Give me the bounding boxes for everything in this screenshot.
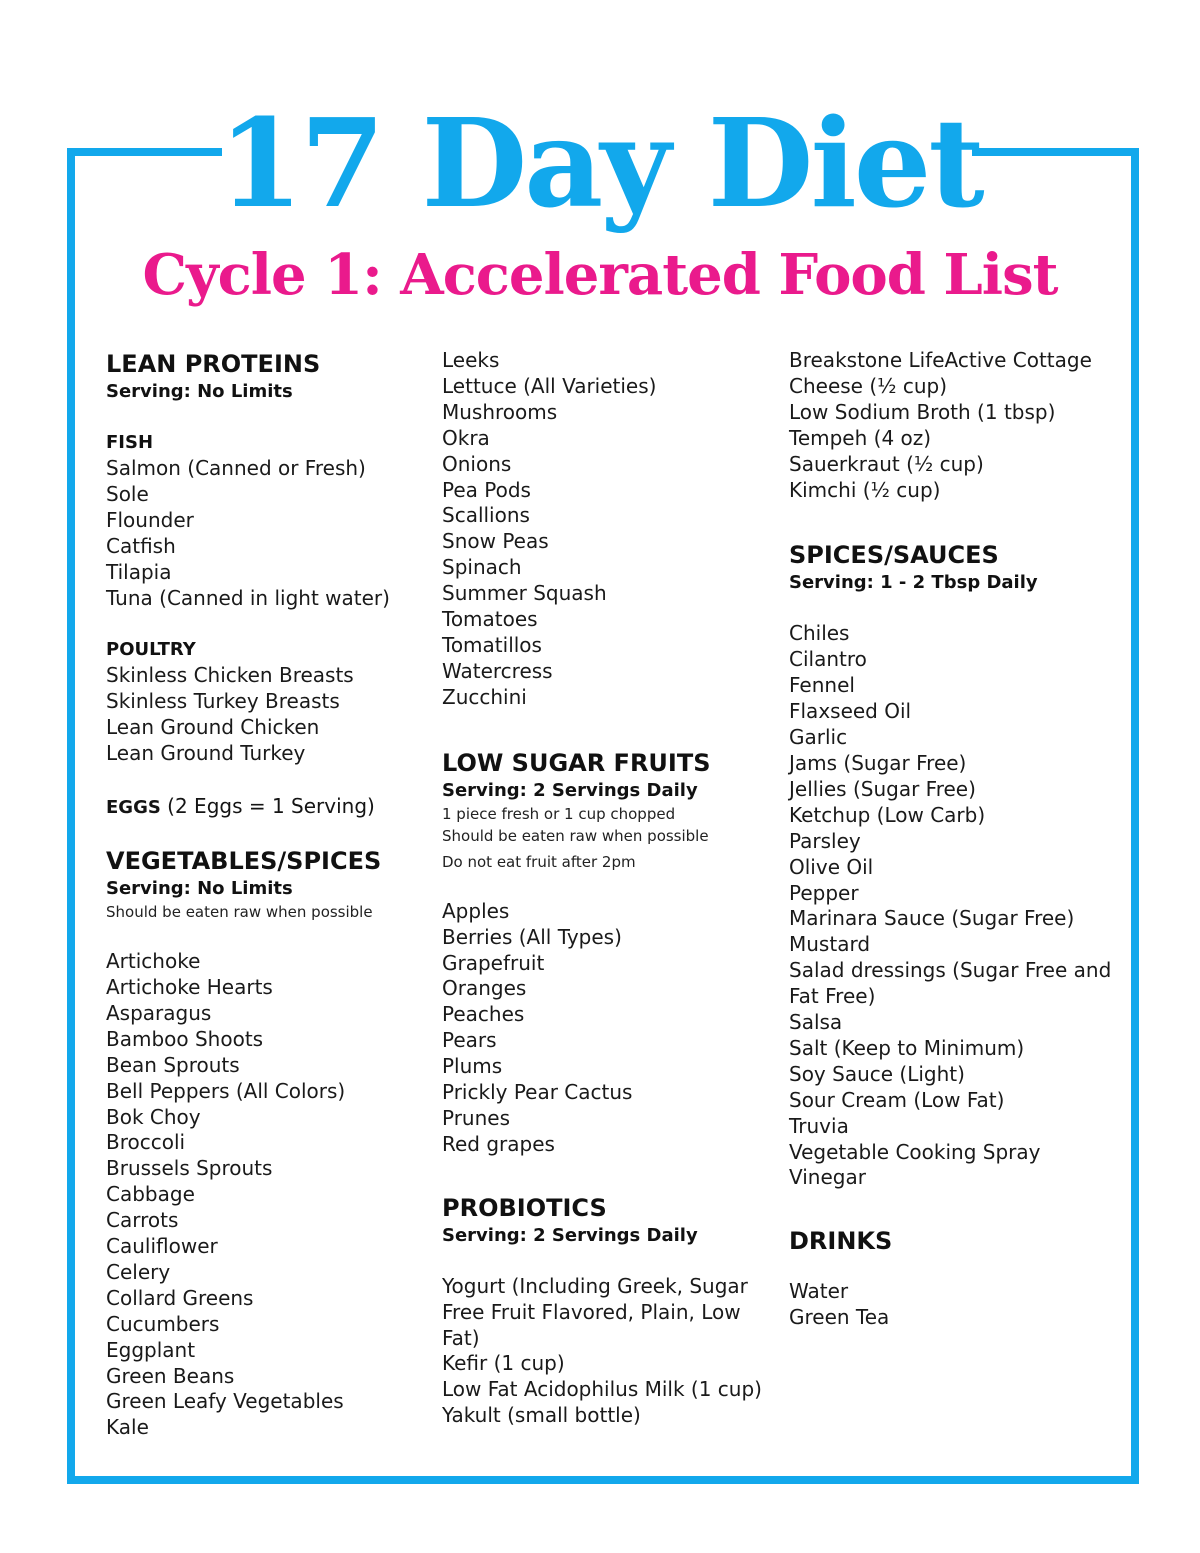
list-item: Tomatillos	[442, 632, 542, 657]
list-item: Bok Choy	[106, 1104, 201, 1129]
list-item: Bell Peppers (All Colors)	[106, 1078, 346, 1103]
list-item: Catfish	[106, 533, 176, 558]
list-item: Tempeh (4 oz)	[789, 425, 932, 450]
list-item: Sour Cream (Low Fat)	[789, 1087, 1005, 1112]
list-item: Yakult (small bottle)	[442, 1403, 641, 1428]
list-item: Jams (Sugar Free)	[789, 750, 967, 775]
list-item: Lean Ground Chicken	[106, 715, 320, 740]
list-item: Celery	[106, 1259, 171, 1284]
list-item: Soy Sauce (Light)	[789, 1061, 965, 1086]
list-item: Red grapes	[442, 1131, 555, 1156]
list-item: Vegetable Cooking Spray	[789, 1139, 1041, 1164]
list-item: Bean Sprouts	[106, 1052, 240, 1077]
list-item: Vinegar	[789, 1165, 866, 1190]
vegetables-list-col2	[442, 348, 777, 711]
list-item: Asparagus	[106, 1000, 212, 1025]
list-item: Salsa	[789, 1010, 843, 1035]
list-item: Flounder	[106, 507, 194, 532]
list-item: Watercress	[442, 658, 553, 683]
list-item: Zucchini	[442, 684, 527, 709]
list-item: Kefir (1 cup)	[442, 1351, 565, 1376]
vegetables-note: Should be eaten raw when possible	[106, 903, 373, 922]
list-item: Marinara Sauce (Sugar Free)	[789, 906, 1075, 931]
fish-heading: FISH	[106, 432, 154, 453]
list-item: Berries (All Types)	[442, 924, 622, 949]
list-item: Skinless Chicken Breasts	[106, 663, 354, 688]
poultry-heading: POULTRY	[106, 639, 196, 661]
poultry-list	[106, 663, 431, 767]
spices-serving: Serving: 1 - 2 Tbsp Daily	[789, 572, 1038, 594]
list-item: Broccoli	[106, 1130, 186, 1155]
list-item: Prickly Pear Cactus	[442, 1080, 633, 1105]
list-item: Oranges	[442, 976, 527, 1001]
list-item: Mustard	[789, 932, 871, 957]
page-subtitle: Cycle 1: Accelerated Food List	[142, 242, 1058, 308]
list-item: Apples	[442, 898, 510, 923]
list-item: Salt (Keep to Minimum)	[789, 1035, 1025, 1060]
list-item: Carrots	[106, 1208, 179, 1233]
eggs-text: (2 Eggs = 1 Serving)	[167, 794, 375, 819]
fruits-heading: LOW SUGAR FRUITS	[442, 748, 711, 777]
list-item: Lean Ground Turkey	[106, 741, 306, 766]
list-item: Mushrooms	[442, 399, 558, 424]
list-item: Cucumbers	[106, 1311, 220, 1336]
list-item: Ketchup (Low Carb)	[789, 802, 986, 827]
eggs-line	[106, 793, 431, 821]
list-item: Scallions	[442, 503, 530, 528]
list-item: Jellies (Sugar Free)	[789, 776, 976, 801]
list-item: Yogurt (Including Greek, Sugar Free Fruit Flavored, Plain, Low Fat)	[442, 1273, 748, 1350]
list-item: Bamboo Shoots	[106, 1026, 264, 1051]
list-item: Eggplant	[106, 1337, 196, 1362]
list-item: Sole	[106, 481, 149, 506]
column-2	[442, 348, 777, 1429]
list-item: Summer Squash	[442, 581, 607, 606]
list-item: Cilantro	[789, 647, 867, 672]
list-item: Artichoke Hearts	[106, 974, 273, 999]
fruits-note-3: Do not eat fruit after 2pm	[442, 852, 636, 871]
list-item: Green Leafy Vegetables	[106, 1389, 344, 1414]
list-item: Tilapia	[106, 559, 172, 584]
list-item: Kimchi (½ cup)	[789, 477, 941, 502]
spices-list	[789, 621, 1119, 1191]
list-item: Prunes	[442, 1105, 511, 1130]
list-item: Pepper	[789, 880, 859, 905]
list-item: Olive Oil	[789, 854, 874, 879]
vegetables-serving: Serving: No Limits	[106, 878, 293, 900]
page-title: 17 Day Diet	[218, 91, 982, 235]
probiotics-serving: Serving: 2 Servings Daily	[442, 1224, 698, 1246]
list-item: Garlic	[789, 725, 848, 750]
list-item: Okra	[442, 425, 490, 450]
list-item: Collard Greens	[106, 1285, 254, 1310]
list-item: Cauliflower	[106, 1234, 218, 1259]
list-item: Tuna (Canned in light water)	[106, 585, 390, 610]
list-item: Truvia	[789, 1113, 849, 1138]
list-item: Sauerkraut (½ cup)	[789, 451, 984, 476]
list-item: Tomatoes	[442, 607, 538, 632]
fruits-list	[442, 899, 777, 1158]
list-item: Fennel	[789, 673, 855, 698]
fruits-note-2: Should be eaten raw when possible	[442, 826, 709, 845]
list-item: Leeks	[442, 348, 500, 372]
drinks-heading: DRINKS	[789, 1227, 893, 1256]
list-item: Peaches	[442, 1002, 525, 1027]
list-item: Grapefruit	[442, 950, 545, 975]
list-item: Snow Peas	[442, 529, 549, 554]
eggs-label: EGGS	[106, 797, 161, 819]
lean-proteins-heading: LEAN PROTEINS	[106, 350, 321, 378]
probiotics-list-col2	[442, 1274, 777, 1429]
list-item: Cabbage	[106, 1182, 195, 1207]
list-item: Green Tea	[789, 1305, 890, 1330]
list-item: Brussels Sprouts	[106, 1156, 273, 1181]
list-item: Green Beans	[106, 1363, 235, 1388]
probiotics-list-col3	[789, 348, 1119, 503]
spices-heading: SPICES/SAUCES	[789, 541, 999, 570]
list-item: Water	[789, 1279, 849, 1304]
list-item: Breakstone LifeActive Cottage Cheese (½ cup)	[789, 348, 1092, 398]
fish-list	[106, 456, 431, 611]
list-item: Pea Pods	[442, 477, 531, 502]
list-item: Onions	[442, 451, 512, 476]
column-3	[789, 348, 1119, 1331]
list-item: Chiles	[789, 621, 850, 646]
list-item: Parsley	[789, 828, 861, 853]
list-item: Artichoke	[106, 949, 201, 974]
list-item: Fat Free)	[789, 984, 876, 1009]
list-item: Salmon (Canned or Fresh)	[106, 456, 366, 480]
list-item: Low Sodium Broth (1 tbsp)	[789, 399, 1056, 424]
probiotics-heading: PROBIOTICS	[442, 1193, 607, 1222]
lean-proteins-serving: Serving: No Limits	[106, 381, 293, 402]
vegetables-heading: VEGETABLES/SPICES	[106, 847, 382, 876]
vegetables-list-col1	[106, 949, 431, 1441]
list-item: Flaxseed Oil	[789, 699, 912, 724]
list-item: Lettuce (All Varieties)	[442, 373, 657, 398]
list-item: Low Fat Acidophilus Milk (1 cup)	[442, 1377, 762, 1402]
fruits-serving: Serving: 2 Servings Daily	[442, 779, 698, 801]
list-item: Spinach	[442, 555, 522, 580]
list-item: Pears	[442, 1028, 497, 1053]
column-1	[106, 348, 431, 1441]
fruits-note-1: 1 piece fresh or 1 cup chopped	[442, 804, 676, 823]
list-item: Plums	[442, 1054, 503, 1079]
list-item: Skinless Turkey Breasts	[106, 689, 340, 714]
drinks-list	[789, 1279, 1119, 1331]
list-item: Salad dressings (Sugar Free and	[789, 958, 1112, 983]
list-item: Kale	[106, 1415, 149, 1440]
